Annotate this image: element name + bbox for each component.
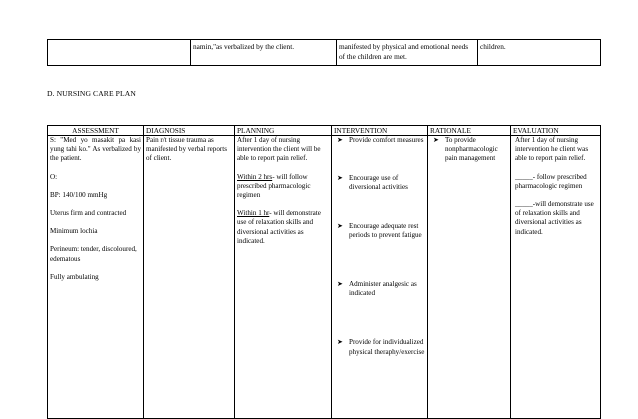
intervention-item: Encourage use of diversional activities — [349, 174, 408, 192]
section-heading: D. NURSING CARE PLAN — [47, 89, 136, 98]
top-cell-3: manifested by physical and emotional needs of the children are met. — [337, 40, 478, 66]
arrow-bullet-icon: ➤ — [337, 280, 343, 289]
header-evaluation: EVALUATION — [511, 126, 601, 136]
rationale-item: To provide nonpharmacologic pain management — [445, 136, 498, 163]
nursing-care-plan-table — [47, 125, 601, 419]
intervention-item: Provide for individualized physical theraphy/exercise — [349, 338, 425, 356]
evaluation-2-text: - follow prescribed pharmacologic regimen — [515, 172, 587, 190]
table-row — [48, 40, 601, 66]
planning-goal-3-text: - will demonstrate use of relaxation skills and diversional activities as indicated. — [237, 209, 321, 245]
header-diagnosis: DIAGNOSIS — [144, 126, 235, 136]
evaluation-2 — [513, 173, 598, 191]
header-intervention: INTERVENTION — [332, 126, 428, 136]
evaluation-3-text: -will demonstrate use of relaxation skills and diversional activities as indicated. — [515, 200, 594, 236]
arrow-bullet-icon: ➤ — [337, 221, 343, 230]
header-planning: PLANNING — [235, 126, 332, 136]
evaluation-2-blank: _____ — [515, 172, 533, 181]
continuation-table — [47, 39, 601, 66]
subjective-data: S: "Med yo masakit pa kasi yung tahi ko." As verbalized by the patient. — [50, 136, 141, 163]
top-cell-2: namin,"as verbalized by the client. — [191, 40, 337, 66]
assessment-cell — [48, 136, 144, 419]
arrow-bullet-icon: ➤ — [337, 338, 343, 347]
arrow-bullet-icon: ➤ — [433, 136, 439, 144]
ambulation-finding: Fully ambulating — [50, 272, 99, 281]
list-item — [334, 222, 425, 240]
evaluation-3 — [513, 200, 598, 237]
blood-pressure: BP: 140/100 mmHg — [50, 190, 108, 199]
planning-goal-2 — [237, 173, 329, 201]
header-assessment: ASSESSMENT — [48, 126, 144, 136]
planning-goal-2-timeframe: Within 2 hrs — [237, 172, 273, 181]
diagnosis-text: Pain r/t tissue trauma as manifested by verbal reports of client. — [146, 136, 227, 163]
lochia-finding: Minimum lochia — [50, 227, 98, 236]
header-rationale: RATIONALE — [428, 126, 511, 136]
list-item — [430, 136, 508, 164]
planning-goal-2-text: - will follow prescribed pharmacologic regimen — [237, 172, 311, 200]
list-item — [334, 174, 425, 192]
arrow-bullet-icon: ➤ — [337, 136, 343, 144]
intervention-item: Administer analgesic as indicated — [349, 280, 417, 298]
planning-cell — [235, 136, 332, 419]
intervention-item: Encourage adequate rest periods to prevent fatigue — [349, 221, 422, 239]
diagnosis-cell — [144, 136, 235, 419]
list-item — [334, 136, 425, 145]
list-item — [334, 338, 425, 356]
evaluation-3-blank: _____ — [515, 200, 533, 209]
evaluation-1: After 1 day of nursing intervention he client was able to report pain relief. — [515, 136, 589, 163]
top-cell-1 — [48, 40, 191, 66]
intervention-cell — [332, 136, 428, 419]
top-cell-4: children. — [478, 40, 601, 66]
rationale-cell — [428, 136, 511, 419]
objective-label: O: — [50, 172, 58, 181]
header-row — [48, 126, 601, 136]
perineum-finding: Perineum: tender, discoloured, edematous — [50, 245, 137, 263]
planning-goal-1: After 1 day of nursing intervention the client will be able to report pain relief. — [237, 136, 321, 163]
list-item — [334, 280, 425, 298]
planning-goal-3-timeframe: Within 1 hr — [237, 209, 270, 218]
uterus-finding: Uterus firm and contracted — [50, 209, 127, 218]
evaluation-cell — [511, 136, 601, 419]
arrow-bullet-icon: ➤ — [337, 174, 343, 183]
table-row — [48, 136, 601, 419]
intervention-item: Provide comfort measures — [349, 136, 424, 144]
planning-goal-3 — [237, 209, 329, 246]
